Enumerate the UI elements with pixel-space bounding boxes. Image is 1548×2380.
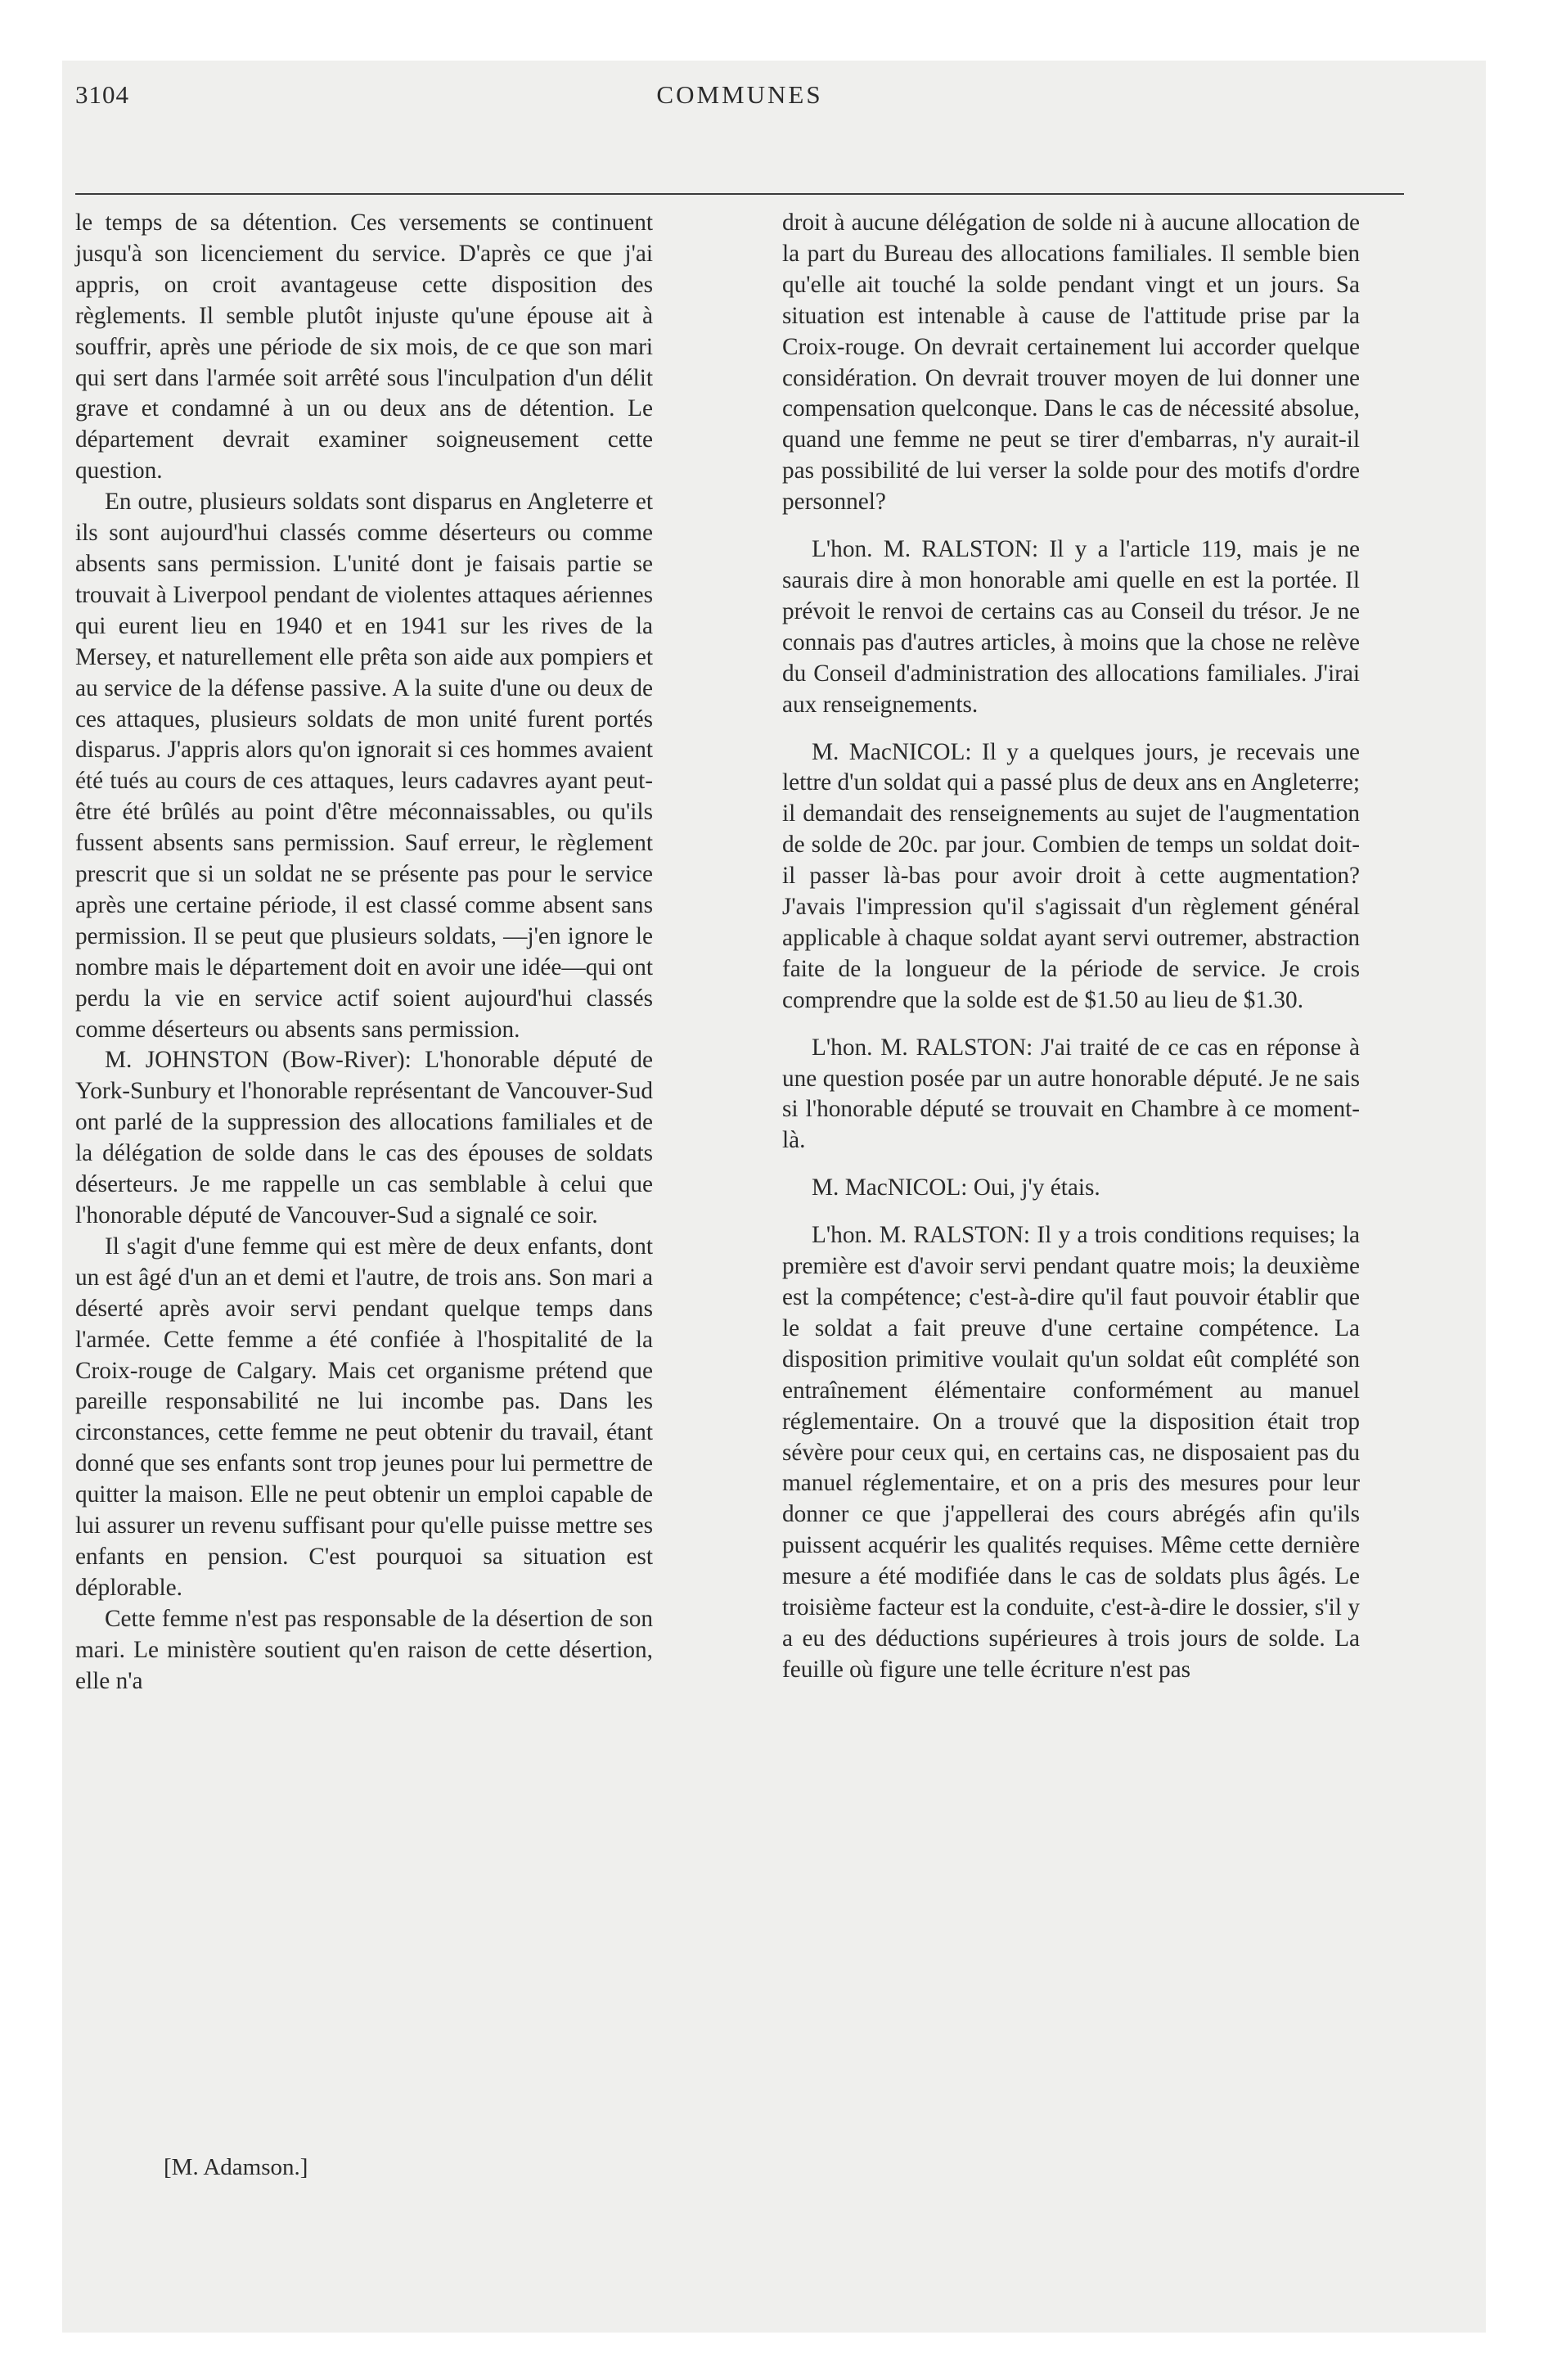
page-number: 3104: [75, 80, 129, 109]
running-title: COMMUNES: [656, 80, 823, 109]
right-column: [782, 208, 1360, 1686]
paragraph: L'hon. M. RALSTON: Il y a trois conditions requises; la première est d'avoir servi pendant quatre mois; la deuxième est la compétence; c'est-à-dire qu'il faut pouvoir établir que le soldat a fait preuve d'une certaine compétence. La disposition primitive voulait qu'un soldat eût complété son entraînement élémentaire conformément au manuel réglementaire. On a trouvé que la disposition était trop sévère pour ceux qui, en certains cas, ne disposaient pas du manuel réglementaire, et on a pris des mesures pour leur donner ce que j'appellerai des cours abrégés afin qu'ils puissent acquérir les qualités requises. Même cette dernière mesure a été modifiée dans le cas de soldats plus âgés. Le troisième facteur est la conduite, c'est-à-dire le dossier, s'il y a eu des déductions supérieures à trois jours de solde. La feuille où figure une telle écriture n'est pas: [782, 1222, 1360, 1683]
paragraph: L'hon. M. RALSTON: Il y a l'article 119, mais je ne saurais dire à mon honorable ami quelle en est la portée. Il prévoit le renvoi de certains cas au Conseil du trésor. Je ne connais pas d'autres articles, à moins que la chose ne relève du Conseil d'administration des allocations familiales. J'irai aux renseignements.: [782, 536, 1360, 718]
paragraph: le temps de sa détention. Ces versements se continuent jusqu'à son licenciement du service. D'après ce que j'ai appris, on croit avantageuse cette disposition des règlements. Il semble plutôt injuste qu'une épouse ait à souffrir, après une période de six mois, de ce que son mari qui sert dans l'armée soit arrêté sous l'inculpation d'un délit grave et condamné à un ou deux ans de détention. Le département devrait examiner soigneusement cette question.: [75, 210, 653, 485]
left-column: [75, 208, 653, 1697]
paragraph: M. JOHNSTON (Bow-River): L'honorable député de York-Sunbury et l'honorable représentant de Vancouver-Sud ont parlé de la suppression des allocations familiales et de la délégation de solde dans le cas des épouses de soldats déserteurs. Je me rappelle un cas semblable à celui que l'honorable député de Vancouver-Sud a signalé ce soir.: [75, 1047, 653, 1228]
paragraph: En outre, plusieurs soldats sont disparus en Angleterre et ils sont aujourd'hui classés comme déserteurs ou comme absents sans permission. L'unité dont je faisais partie se trouvait à Liverpool pendant de violentes attaques aériennes qui eurent lieu en 1940 et en 1941 sur les rives de la Mersey, et naturellement elle prêta son aide aux pompiers et au service de la défense passive. A la suite d'une ou deux de ces attaques, plusieurs soldats de mon unité furent portés disparus. J'appris alors qu'on ignorait si ces hommes avaient été tués au cours de ces attaques, leurs cadavres ayant peut-être été brûlés au point d'être méconnaissables, ou qu'ils fussent absents sans permission. Sauf erreur, le règlement prescrit que si un soldat ne se présente pas pour le service après une certaine période, il est classé comme absent sans permission. Il se peut que plusieurs soldats, —j'en ignore le nombre mais le département doit en avoir une idée—qui ont perdu la vie en service actif soient aujourd'hui classés comme déserteurs ou absents sans permission.: [75, 489, 653, 1043]
paragraph: M. MacNICOL: Oui, j'y étais.: [812, 1174, 1100, 1201]
speaker-attribution: [M. Adamson.]: [164, 2154, 308, 2180]
paragraph: Cette femme n'est pas responsable de la désertion de son mari. Le ministère soutient qu'en raison de cette désertion, elle n'a: [75, 1605, 653, 1694]
paragraph: Il s'agit d'une femme qui est mère de deux enfants, dont un est âgé d'un an et demi et l'autre, de trois ans. Son mari a déserté après avoir servi pendant quelque temps dans l'armée. Cette femme a été confiée à l'hospitalité de la Croix-rouge de Calgary. Mais cet organisme prétend que pareille responsabilité ne lui incombe pas. Dans les circonstances, cette femme ne peut obtenir du travail, étant donné que ses enfants sont trop jeunes pour lui permettre de quitter la maison. Elle ne peut obtenir un emploi capable de lui assurer un revenu suffisant pour qu'elle puisse mettre ses enfants en pension. C'est pourquoi sa situation est déplorable.: [75, 1233, 653, 1601]
paragraph: droit à aucune délégation de solde ni à aucune allocation de la part du Bureau des allocations familiales. Il semble bien qu'elle ait touché la solde pendant vingt et un jours. Sa situation est intenable à cause de l'attitude prise par la Croix-rouge. On devrait certainement lui accorder quelque considération. On devrait trouver moyen de lui donner une compensation quelconque. Dans le cas de nécessité absolue, quand une femme ne peut se tirer d'embarras, n'y aurait-il pas possibilité de lui verser la solde pour des motifs d'ordre personnel?: [782, 210, 1360, 516]
page-header: [75, 80, 1404, 146]
paragraph: L'hon. M. RALSTON: J'ai traité de ce cas en réponse à une question posée par un autre honorable député. Je ne sais si l'honorable député se trouvait en Chambre à ce moment-là.: [782, 1034, 1360, 1154]
paragraph: M. MacNICOL: Il y a quelques jours, je recevais une lettre d'un soldat qui a passé plus de deux ans en Angleterre; il demandait des renseignements au sujet de l'augmentation de solde de 20c. par jour. Combien de temps un soldat doit-il passer là-bas pour avoir droit à cette augmentation? J'avais l'impression qu'il s'agissait d'un règlement général applicable à chaque soldat ayant servi outremer, abstraction faite de la longueur de la période de service. Je crois comprendre que la solde est de $1.50 au lieu de $1.30.: [782, 738, 1360, 1013]
header-rule: [75, 193, 1404, 195]
